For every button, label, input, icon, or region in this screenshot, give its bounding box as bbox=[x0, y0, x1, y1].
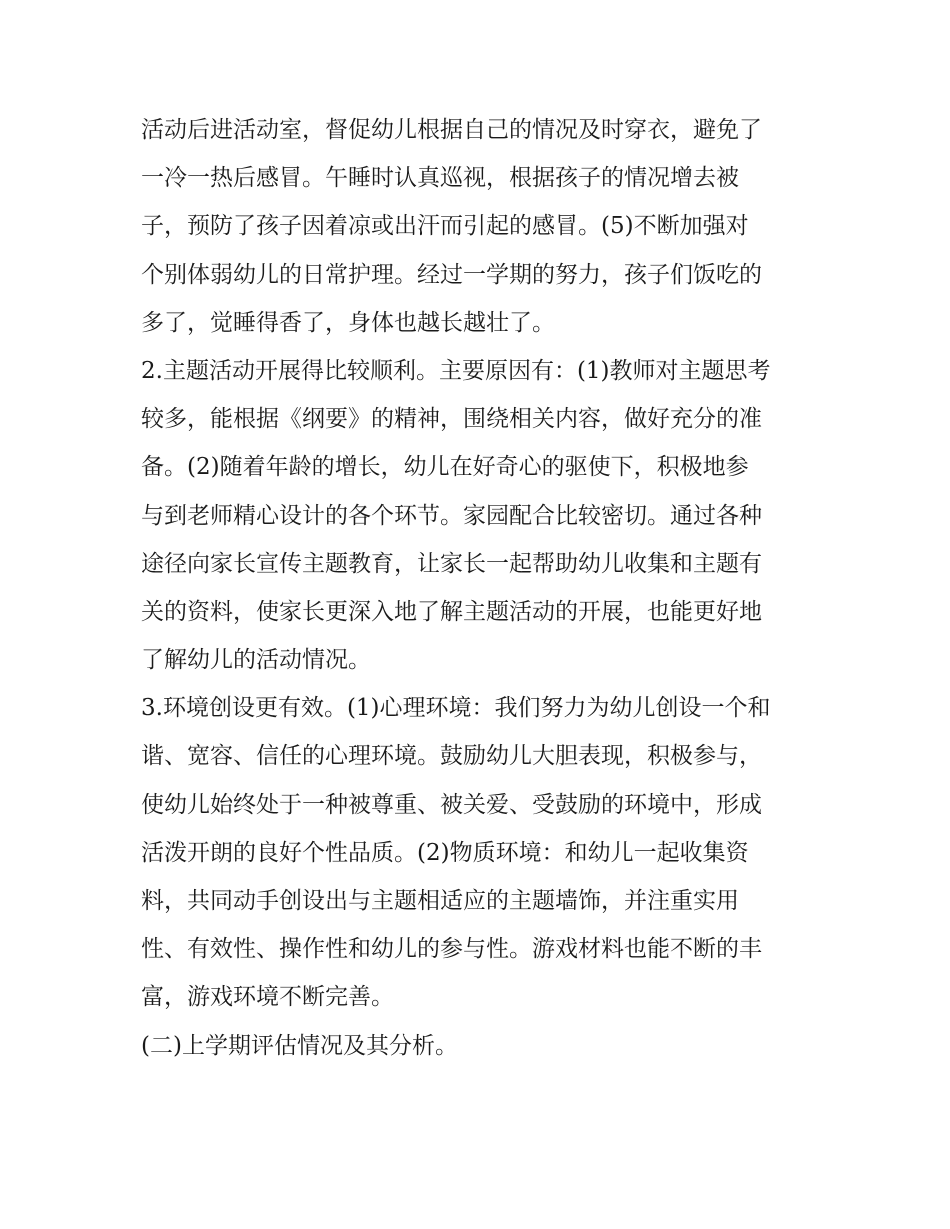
section-heading: (二)上学期评估情况及其分析。 bbox=[141, 1032, 458, 1059]
text-line: 活泼开朗的良好个性品质。(2)物质环境：和幼儿一起收集资 bbox=[141, 839, 749, 866]
text-line: 谐、宽容、信任的心理环境。鼓励幼儿大胆表现，积极参与， bbox=[141, 743, 762, 770]
text-line: 活动后进活动室，督促幼儿根据自己的情况及时穿衣，避免了 bbox=[141, 117, 762, 143]
text-line: 2.主题活动开展得比较顺利。主要原因有：(1)教师对主题思考 bbox=[141, 357, 771, 384]
text-line: 富，游戏环境不断完善。 bbox=[141, 984, 394, 1011]
text-line: 料，共同动手创设出与主题相适应的主题墙饰，并注重实用 bbox=[141, 888, 739, 914]
body-text bbox=[141, 106, 821, 1070]
text-line: 使幼儿始终处于一种被尊重、被关爱、受鼓励的环境中，形成 bbox=[141, 791, 762, 818]
text-line: 较多，能根据《纲要》的精神，围绕相关内容，做好充分的准 bbox=[141, 406, 762, 433]
text-line: 多了，觉睡得香了，身体也越长越壮了。 bbox=[141, 309, 555, 336]
text-line: 途径向家长宣传主题教育，让家长一起帮助幼儿收集和主题有 bbox=[141, 550, 762, 577]
text-line: 关的资料，使家长更深入地了解主题活动的开展，也能更好地 bbox=[141, 598, 762, 625]
text-line: 3.环境创设更有效。(1)心理环境：我们努力为幼儿创设一个和 bbox=[141, 695, 771, 722]
text-line: 性、有效性、操作性和幼儿的参与性。游戏材料也能不断的丰 bbox=[141, 936, 762, 963]
text-line: 备。(2)随着年龄的增长，幼儿在好奇心的驱使下，积极地参 bbox=[141, 454, 749, 481]
text-line: 一冷一热后感冒。午睡时认真巡视，根据孩子的情况增去被 bbox=[141, 165, 739, 192]
text-line: 与到老师精心设计的各个环节。家园配合比较密切。通过各种 bbox=[141, 502, 762, 529]
text-line: 个别体弱幼儿的日常护理。经过一学期的努力，孩子们饭吃的 bbox=[141, 261, 762, 288]
text-line: 子，预防了孩子因着凉或出汗而引起的感冒。(5)不断加强对 bbox=[141, 213, 749, 240]
text-line: 了解幼儿的活动情况。 bbox=[141, 647, 371, 674]
